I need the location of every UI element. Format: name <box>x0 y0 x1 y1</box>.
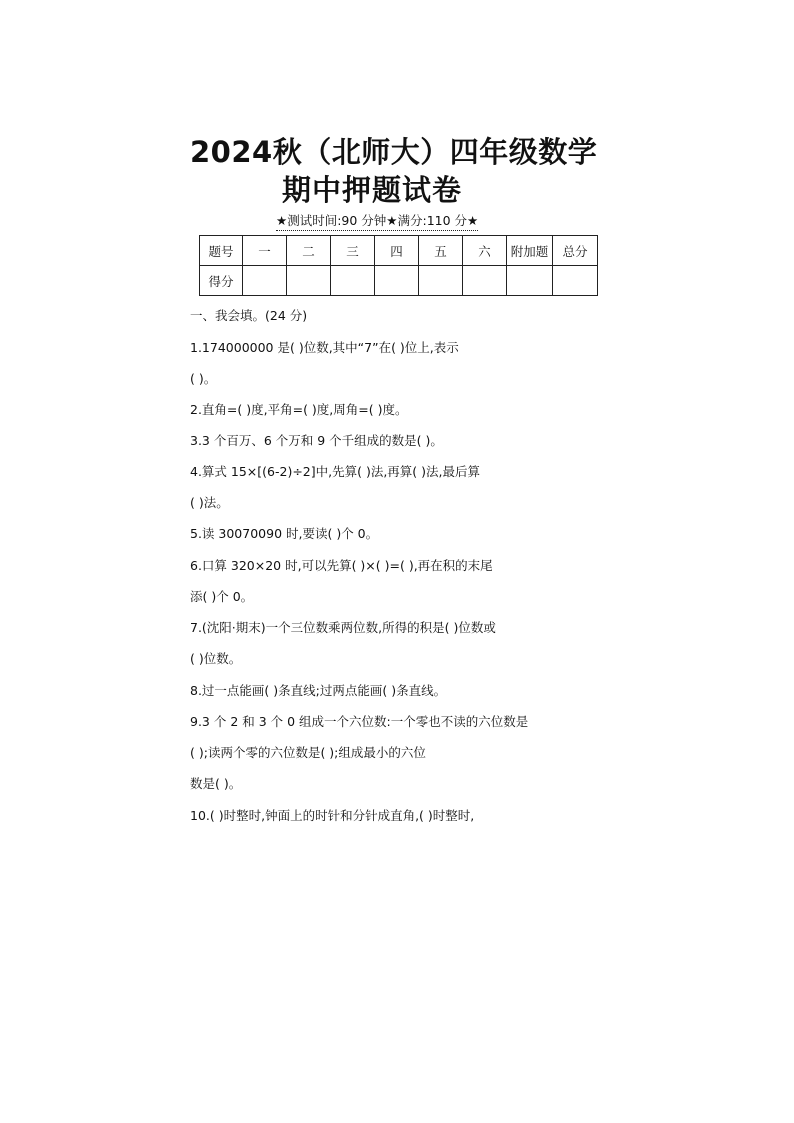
exam-subtitle: ★测试时间:90 分钟★满分:110 分★ <box>276 211 478 231</box>
score-cell[interactable] <box>419 266 463 296</box>
score-table-header-cell: 三 <box>331 236 375 266</box>
exam-title-line2: 期中押题试卷 <box>282 173 463 207</box>
question-line: ( );读两个零的六位数是( );组成最小的六位 <box>190 745 426 760</box>
score-cell[interactable] <box>243 266 287 296</box>
question-line: 2.直角=( )度,平角=( )度,周角=( )度。 <box>190 402 408 417</box>
question-line: 数是( )。 <box>190 776 242 791</box>
score-cell[interactable] <box>507 266 553 296</box>
question-line: 1.174000000 是( )位数,其中“7”在( )位上,表示 <box>190 340 459 355</box>
score-cell[interactable] <box>287 266 331 296</box>
question-line: 9.3 个 2 和 3 个 0 组成一个六位数:一个零也不读的六位数是 <box>190 714 529 729</box>
question-line: 6.口算 320×20 时,可以先算( )×( )=( ),再在积的末尾 <box>190 558 493 573</box>
question-line: 7.(沈阳·期末)一个三位数乘两位数,所得的积是( )位数或 <box>190 620 496 635</box>
score-table-score-row <box>200 266 598 296</box>
score-table-score-label: 得分 <box>200 266 243 296</box>
score-table-header-cell: 题号 <box>200 236 243 266</box>
score-table-header-cell: 五 <box>419 236 463 266</box>
section-heading: 一、我会填。(24 分) <box>190 308 308 323</box>
score-table-header-cell: 六 <box>463 236 507 266</box>
score-cell[interactable] <box>375 266 419 296</box>
score-table-header-cell: 四 <box>375 236 419 266</box>
question-line: ( )。 <box>190 371 217 386</box>
score-table-header-cell: 二 <box>287 236 331 266</box>
question-line: 10.( )时整时,钟面上的时针和分针成直角,( )时整时, <box>190 808 475 823</box>
score-table-header-row <box>200 236 598 266</box>
score-cell[interactable] <box>331 266 375 296</box>
question-line: 8.过一点能画( )条直线;过两点能画( )条直线。 <box>190 683 447 698</box>
question-line: 添( )个 0。 <box>190 589 254 604</box>
score-cell[interactable] <box>463 266 507 296</box>
question-line: 3.3 个百万、6 个万和 9 个千组成的数是( )。 <box>190 433 443 448</box>
question-line: 4.算式 15×[(6-2)÷2]中,先算( )法,再算( )法,最后算 <box>190 464 481 479</box>
score-table <box>199 235 598 296</box>
exam-title-line1: 2024秋（北师大）四年级数学 <box>190 135 598 169</box>
score-cell[interactable] <box>553 266 598 296</box>
question-line: ( )位数。 <box>190 651 242 666</box>
question-line: ( )法。 <box>190 495 229 510</box>
question-line: 5.读 30070090 时,要读( )个 0。 <box>190 526 379 541</box>
score-table-header-cell: 一 <box>243 236 287 266</box>
score-table-header-cell: 总分 <box>553 236 598 266</box>
score-table-header-cell: 附加题 <box>507 236 553 266</box>
